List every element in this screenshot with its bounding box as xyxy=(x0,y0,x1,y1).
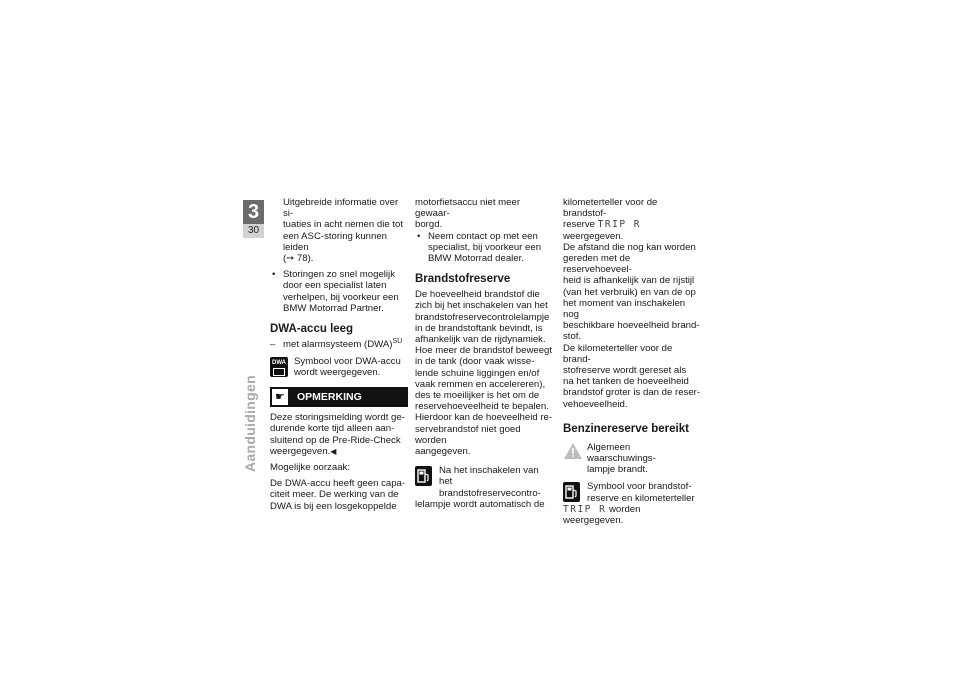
list-item: • Neem contact op met een specialist, bij voorkeur een BMW Motorrad dealer. xyxy=(417,230,542,265)
section-heading-fuel-reserve: Brandstofreserve xyxy=(415,273,511,286)
note-text: Deze storingsmelding wordt ge- durende korte tijd alleen aan- sluitend op de Pre-Ride-Check weergegeven.◀ xyxy=(270,412,405,457)
dash-icon: – xyxy=(270,339,276,351)
chapter-number: 3 xyxy=(243,200,264,224)
fuel-reserve-symbol-block: Symbool voor brandstof- reserve en kilometerteller TRIP R worden weergegeven. xyxy=(563,481,695,527)
trip-r-label: TRIP R xyxy=(597,219,641,231)
paragraph-asc-info: Uitgebreide informatie over si- tuaties in acht nemen die tot een ASC-storing kunnen leiden (➙ 78). xyxy=(270,197,408,264)
section-heading-reserve-reached: Benzinereserve bereikt xyxy=(563,422,689,435)
chapter-marker xyxy=(243,200,264,238)
page-number: 30 xyxy=(243,224,264,238)
note-banner: ☛ OPMERKING xyxy=(270,387,408,407)
dwa-battery-icon: DWA xyxy=(270,357,288,377)
cause-text-continued: motorfietsaccu niet meer gewaar- borgd. xyxy=(415,197,521,231)
dwa-symbol-block: DWA Symbool voor DWA-accu wordt weergegeven. xyxy=(272,356,401,379)
bullet-icon: • xyxy=(272,269,276,281)
section-heading-dwa: DWA-accu leeg xyxy=(270,323,354,336)
cause-text: De DWA-accu heeft geen capa- citeit meer. De werking van de DWA is bij een losgekoppelde xyxy=(270,478,406,512)
trip-r-label: TRIP R xyxy=(563,503,607,515)
warning-triangle-icon xyxy=(563,442,583,460)
fuel-pump-icon xyxy=(415,466,432,486)
cause-label: Mogelijke oorzaak: xyxy=(270,462,350,474)
end-mark-icon: ◀ xyxy=(330,446,337,456)
note-hand-icon: ☛ xyxy=(272,389,288,405)
bullet-icon: • xyxy=(417,230,421,242)
equipment-note: – met alarmsysteem (DWA)$^{SU}$ xyxy=(270,337,403,351)
chapter-title: Aanduidingen xyxy=(242,375,258,472)
column-1 xyxy=(270,197,408,512)
page-reference-link[interactable]: (➙ 78). xyxy=(283,253,314,265)
fuel-symbol-block: Na het inschakelen van het brandstofreservecontro- lelampje wordt automatisch de xyxy=(415,465,545,510)
warning-symbol-block: Algemeen waarschuwings- lampje brandt. xyxy=(563,442,701,476)
list-item: • Storingen zo snel mogelijk door een specialist laten verhelpen, bij voorkeur een BMW Motorrad Partner. xyxy=(272,269,399,314)
column-2 xyxy=(415,197,553,516)
fuel-reserve-paragraph: De hoeveelheid brandstof die zich bij het inschakelen van het brandstofreservecontrolelampje in de brandstoftank bevindt, is afhankelijk van de rijdynamiek. Hoe meer de brandstof beweegt in de tank (door vaak wisse- lende schuine liggingen en/of vaak remmen en accelereren), des te moeilijker is het om de reservehoeveelheid te bepalen. Hierdoor kan de hoeveelheid re- servebrandstof niet goed worden aangegeven. xyxy=(415,289,553,458)
fuel-trip-paragraph: kilometerteller voor de brandstof- reserve TRIP R weergegeven. De afstand die nog kan worden gereden met de reservehoeveel- heid is afhankelijk van de rijstijl (van het verbruik) en van de op het moment van inschakelen nog beschikbare hoeveelheid brand- stof. xyxy=(563,197,700,343)
reset-paragraph: De kilometerteller voor de brand- stofreserve wordt gereset als na het tanken de hoeveelheid brandstof groter is dan de reser- vehoeveelheid. xyxy=(563,342,701,410)
column-3 xyxy=(563,197,701,532)
fuel-pump-icon xyxy=(563,482,580,502)
